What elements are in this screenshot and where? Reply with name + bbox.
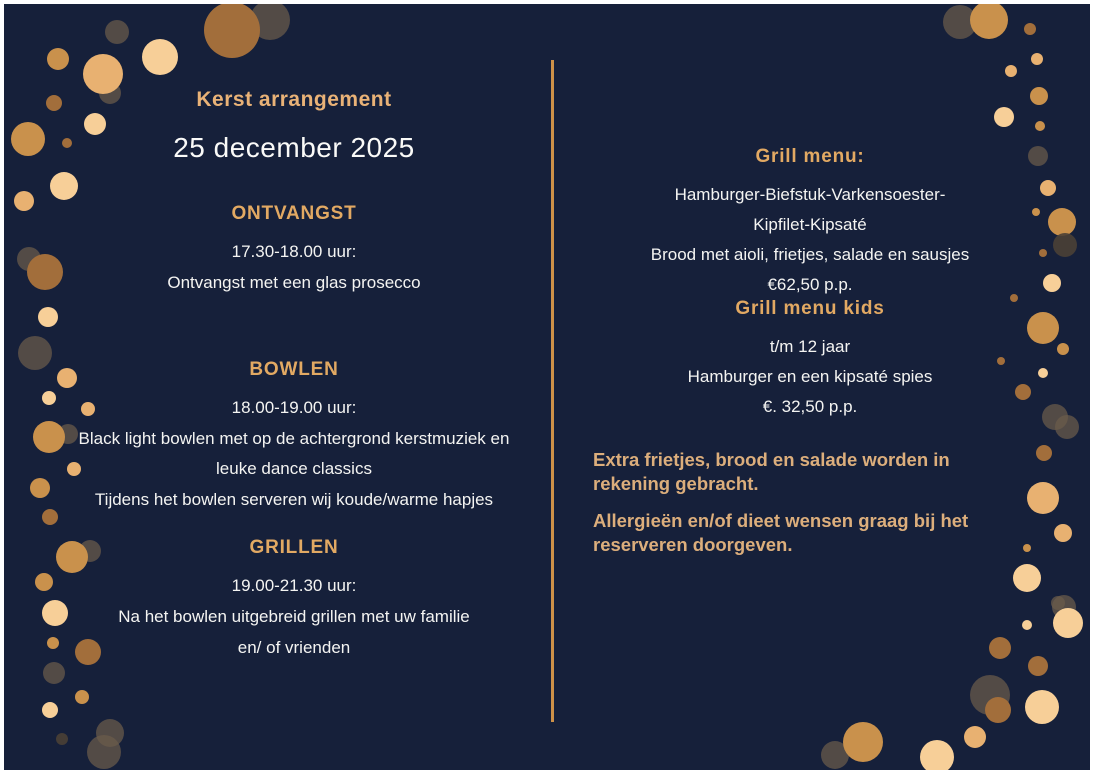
section-heading: GRILLEN [249, 537, 339, 558]
section-grill-menu-kids [584, 298, 1036, 421]
section-heading: ONTVANGST [231, 203, 357, 224]
section-line: Brood met aioli, frietjes, salade en sausjes [650, 245, 970, 264]
section-line: Tijdens het bowlen serveren wij koude/warme hapjes [94, 490, 494, 509]
section-heading: Grill menu: [755, 146, 865, 167]
note-extra-charges: Extra frietjes, brood en salade worden in rekening gebracht. [593, 449, 950, 494]
section-line: €62,50 p.p. [767, 275, 853, 294]
section-line: Hamburger-Biefstuk-Varkensoester- [674, 185, 946, 204]
menu-date: 25 december 2025 [173, 132, 415, 163]
section-grill-menu [584, 146, 1036, 299]
section-line: 18.00-19.00 uur: [231, 398, 357, 417]
section-line: Na het bowlen uitgebreid grillen met uw familie [118, 607, 470, 626]
menu-title: Kerst arrangement [196, 88, 392, 111]
section-heading: Grill menu kids [735, 298, 885, 319]
section-line: Kipfilet-Kipsaté [753, 215, 867, 234]
section-line: 17.30-18.00 uur: [231, 242, 357, 261]
section-line: Black light bowlen met op de achtergrond kerstmuziek en leuke dance classics [78, 429, 510, 478]
section-line: 19.00-21.30 uur: [231, 576, 357, 595]
section-grillen [38, 537, 550, 663]
section-ontvangst [38, 203, 550, 298]
section-line: Hamburger en een kipsaté spies [687, 367, 933, 386]
section-line: Ontvangst met een glas prosecco [167, 273, 421, 292]
section-line: t/m 12 jaar [769, 337, 851, 356]
section-line: en/ of vrienden [237, 638, 351, 657]
section-heading: BOWLEN [249, 359, 339, 380]
section-bowlen [38, 359, 550, 515]
note-allergies: Allergieën en/of dieet wensen graag bij het reserveren doorgeven. [593, 510, 969, 555]
section-line: €. 32,50 p.p. [762, 397, 858, 416]
notes-block [593, 448, 993, 570]
